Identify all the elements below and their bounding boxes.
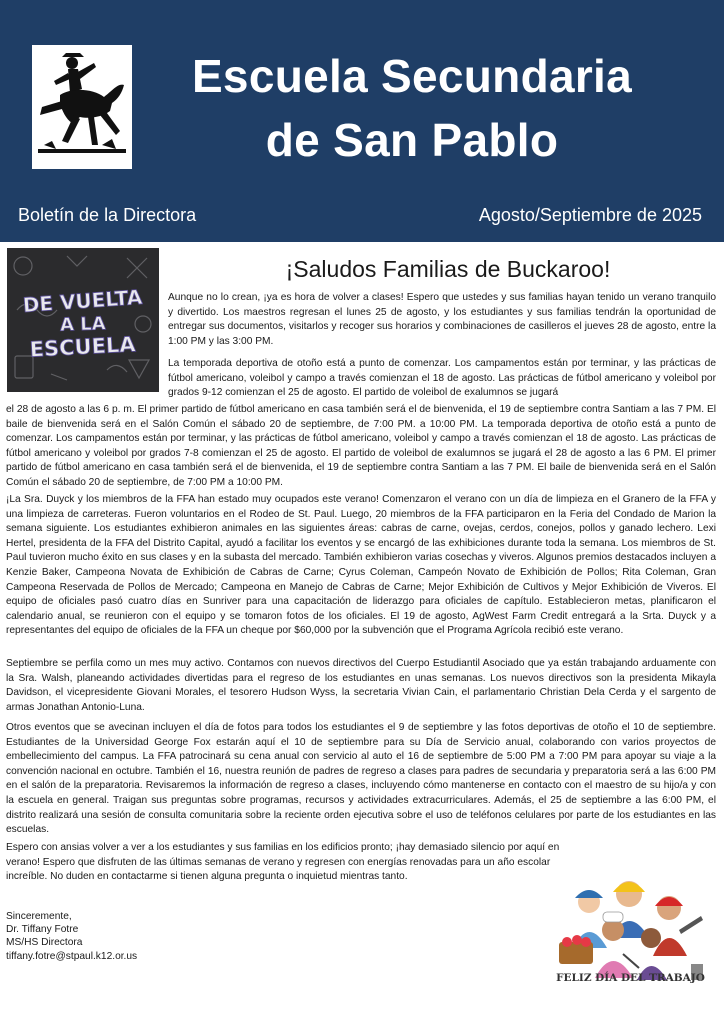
signature-block	[6, 910, 137, 963]
bucking-horse-logo-icon	[32, 45, 132, 169]
signature-role: MS/HS Directora	[6, 937, 83, 949]
paragraph-student-body-officers: Septiembre se perfila como un mes muy activo. Contamos con nuevos directivos del Cuerpo Estudiantil Asociado que ya están trabajando arduamente con la Sra. Walsh, planeando actividades divertidas para el regreso de los estudiantes en unas semanas. Los nuevos directivos son la presidenta Mikayla Davidson, el vicepresidente Giovani Morales, el tesorero Hudson Wyss, la secretaria Vivian Cain, el parlamentario Christian Dela Cerda y el sargento de armas Jonathan Antonio-Luna.	[6, 658, 716, 713]
paragraph-closing-remarks: Espero con ansias volver a ver a los estudiantes y sus familias en los edificios pronto; ¡hay demasiado silencio por aquí en verano! Espero que disfruten de las últimas semanas de verano y regresen con energías renovadas para un año escolar increíble. No duden en contactarme si tienen alguna pregunta o inquietud mientras tanto.	[6, 842, 560, 883]
paragraph-upcoming-events: Otros eventos que se avecinan incluyen el día de fotos para todos los estudiantes el 9 de septiembre y las fotos deportivas de otoño el 10 de septiembre. Estudiantes de la Universidad George Fox estarán aquí el 10 de septiembre para su Día de Servicio anual, colaborando con varios proyectos de embellecimiento del campus. La FFA patrocinará su cena anual con servicio al auto el 16 de septiembre de 5:00 PM a 7:00 PM para apoyar su viaje a la convención nacional en octubre. También el 16, nuestra reunión de padres de regreso a clases para padres de secundaria y preparatoria será a las 6:00 PM en el salón de la preparatoria. Revisaremos la información de regreso a clases, incluyendo cómo mantenerse en contacto con el maestro de su hijo/a y con la escuela en general. Traigan sus preguntas sobre programas, recursos y actividades extracurriculares. Además, el 25 de septiembre a las 6:00 PM, el distrito realizará una sesión de consulta comunitaria sobre la reciente orden ejecutiva sobre el uso de teléfonos celulares por parte de los estudiantes en las escuelas.	[6, 722, 716, 836]
signature-email[interactable]: tiffany.fotre@stpaul.k12.or.us	[6, 950, 138, 962]
newsletter-header	[0, 0, 724, 242]
paragraph-fall-sports-intro: La temporada deportiva de otoño está a punto de comenzar. Los campamentos están por terminar, y las prácticas de fútbol americano, voleibol y campo a través comienzan el 18 de agosto. Las prácticas de fútbol americano y voleibol por grados 9-12 comienzan el 25 de agosto. El partido de voleibol de exalumnos se jugará	[168, 358, 716, 399]
newsletter-subtitle: Boletín de la Directora	[18, 205, 197, 225]
signature-closing: Sinceremente,	[6, 911, 72, 922]
letter-greeting: ¡Saludos Familias de Buckaroo!	[285, 256, 611, 282]
paragraph-fall-sports-details: el 28 de agosto a las 6 p. m. El primer partido de fútbol americano en casa también será el de bienvenida, el 19 de septiembre contra Santiam a las 7 PM. El baile de bienvenida será en el Salón Común el sábado 20 de septiembre, de 7:00 PM. a 10:00 PM. La temporada deportiva de otoño está a punto de comenzar. Los campamentos están por terminar, y las prácticas de fútbol americano, voleibol y campo a través comienzan el 18 de agosto. Las prácticas de fútbol americano y voleibol por grados 7-8 comienzan el 25 de agosto. El partido de voleibol de exalumnos se jugará el 28 de agosto a las 6 PM. El primer partido de fútbol americano en casa también será el de bienvenida, el 19 de septiembre contra Santiam a las 7 PM. El baile de bienvenida será en el Salón Común el sábado 20 de septiembre, de 7:00 PM a 10:00 PM.	[6, 404, 716, 488]
signature-name: Dr. Tiffany Fotre	[6, 924, 79, 936]
hero-text-line3: ESCUELA	[29, 332, 137, 362]
workers-illustration-icon	[553, 868, 708, 984]
hero-text-line2: A LA	[59, 313, 106, 336]
school-title-line2: de San Pablo	[265, 114, 559, 166]
newsletter-date: Agosto/Septiembre de 2025	[478, 205, 702, 225]
labor-day-caption: FELIZ DÍA DEL TRABAJO	[556, 972, 705, 984]
paragraph-back-to-school: Aunque no lo crean, ¡ya es hora de volver a clases! Espero que ustedes y sus familias hayan tenido un verano tranquilo y divertido. Los maestros regresan el lunes 25 de agosto, y los estudiantes y sus familias tendrán la oportunidad de entregar sus documentos, visitarlos y recoger sus horarios y combinaciones de casilleros el jueves 28 de agosto, entre la 1:00 PM y las 3:00 PM.	[168, 292, 716, 347]
hero-text-line1: DE VUELTA	[22, 284, 144, 318]
school-title	[150, 44, 674, 172]
chalkboard-icon	[7, 248, 159, 392]
paragraph-ffa-summer: ¡La Sra. Duyck y los miembros de la FFA han estado muy ocupados este verano! Comenzaron el verano con un día de limpieza en el Granero de la FFA y una limpieza de carreteras. Fueron voluntarios en el Rodeo de St. Paul. Luego, 20 miembros de la FFA participaron en la Feria del Condado de Marion la semana siguiente. Los estudiantes exhibieron animales en las siguientes áreas: cabras de carne, ovejas, cerdos, conejos, pollos y ganado lechero. Lexi Hertel, presidenta de la FFA del Distrito Capital, ayudó a facilitar los eventos y se encargó de las exhibiciones durante toda la semana. Los miembros de St. Paul tuvieron mucho éxito en sus clases y en la subasta del mercado. También exhibieron varias cosechas y viveros. Algunos premios destacados incluyen a Kenzie Baker, Campeona Novata de Exhibición de Cabras de Carne; Cyrus Coleman, Campeón Novato de Exhibición de Pollos; Rita Coleman, Gran Campeona Reservada de Pollos de Mercado; Campeona en Manejo de Cabras de Carne; Mejor Exhibición de Cultivos y Mejor Exhibición de Viveros. El equipo de oficiales pasó cuatro días en Sunriver para una capacitación de liderazgo para oficiales de capítulo. Establecieron metas, planificaron el calendario anual, se reunieron con el equipo y se tomaron fotos de los oficiales. El 19 de agosto, AgWest Farm Credit entregará a la Srta. Duyck y a representantes del equipo de oficiales de la FFA un cheque por $60,000 por la subvención que el Programa Agrícola recibió este verano.	[6, 494, 716, 637]
school-title-line1: Escuela Secundaria	[191, 50, 633, 102]
